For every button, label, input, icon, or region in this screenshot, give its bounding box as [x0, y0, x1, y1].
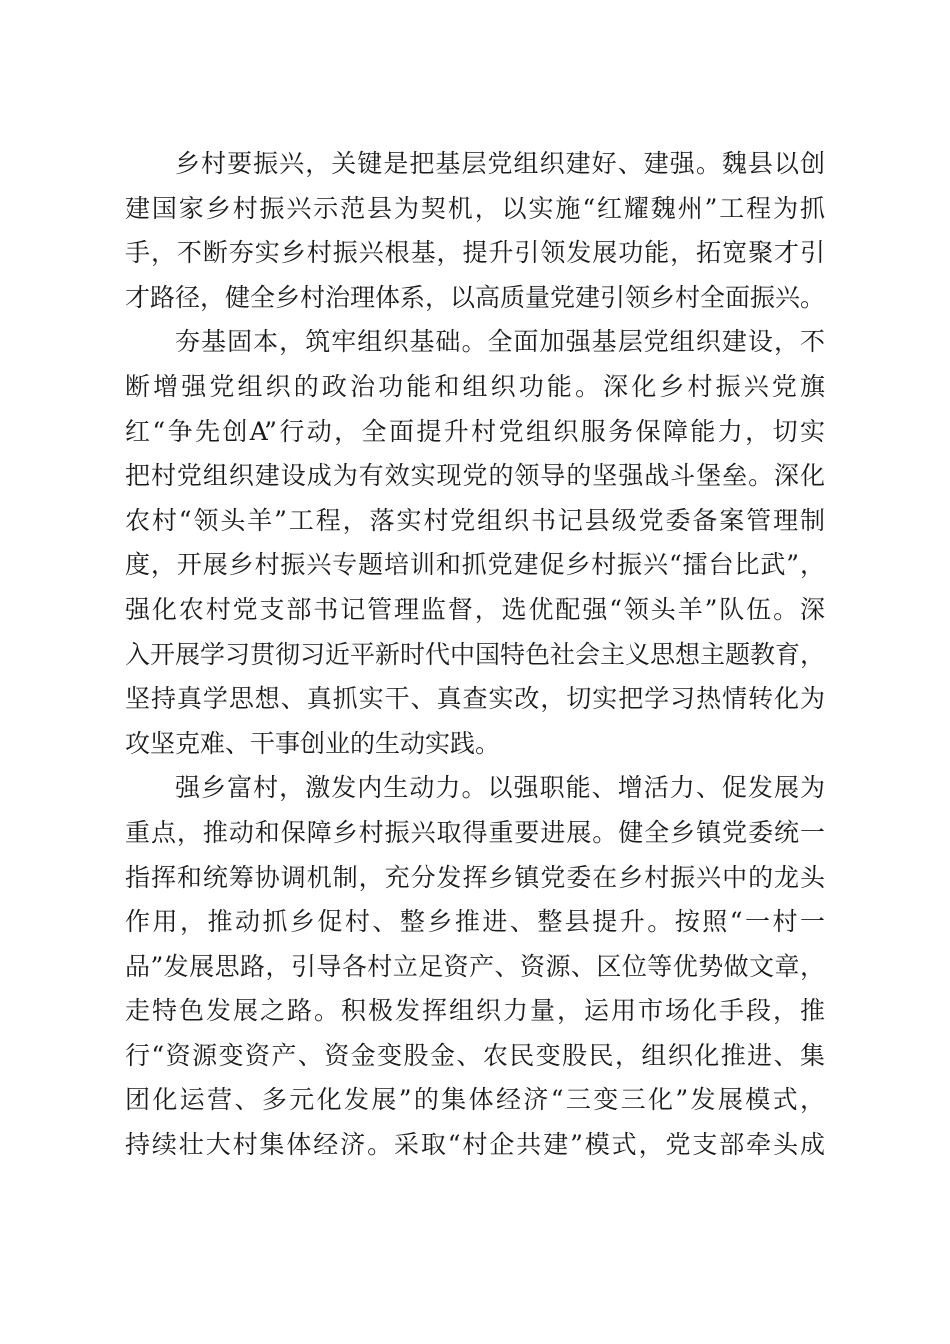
- text-line: 品”发展思路，引导各村立足资产、资源、区位等优势做文章，: [125, 951, 825, 981]
- text-line: 作用，推动抓乡促村、整乡推进、整县提升。按照“一村一: [125, 907, 825, 937]
- text-line: 持续壮大村集体经济。采取“村企共建”模式，党支部牵头成: [125, 1130, 825, 1160]
- text-line: 度，开展乡村振兴专题培训和抓党建促乡村振兴“擂台比武”，: [125, 550, 825, 580]
- text-line: 红“争先创A”行动，全面提升村党组织服务保障能力，切实: [125, 416, 825, 446]
- document-body: [125, 142, 825, 1168]
- paragraph: [125, 142, 825, 320]
- text-line: 团化运营、多元化发展”的集体经济“三变三化”发展模式，: [125, 1085, 825, 1115]
- text-line: 强乡富村，激发内生动力。以强职能、增活力、促发展为: [175, 773, 825, 803]
- text-line: 坚持真学思想、真抓实干、真查实改，切实把学习热情转化为: [125, 684, 825, 714]
- text-line: 入开展学习贯彻习近平新时代中国特色社会主义思想主题教育，: [125, 639, 826, 669]
- text-line: 走特色发展之路。积极发挥组织力量，运用市场化手段，推: [125, 996, 825, 1026]
- paragraph: [125, 766, 825, 1167]
- text-line: 农村“领头羊”工程，落实村党组织书记县级党委备案管理制: [125, 505, 825, 535]
- text-line: 重点，推动和保障乡村振兴取得重要进展。健全乡镇党委统一: [125, 817, 825, 847]
- text-line: 夯基固本，筑牢组织基础。全面加强基层党组织建设，不: [175, 327, 825, 357]
- text-line: 乡村要振兴，关键是把基层党组织建好、建强。魏县以创: [175, 149, 825, 178]
- text-line: 断增强党组织的政治功能和组织功能。深化乡村振兴党旗: [125, 371, 825, 401]
- text-line: 强化农村党支部书记管理监督，选优配强“领头羊”队伍。深: [125, 594, 825, 624]
- text-line: 才路径，健全乡村治理体系，以高质量党建引领乡村全面振兴。: [125, 282, 826, 312]
- text-line: 指挥和统筹协调机制，充分发挥乡镇党委在乡村振兴中的龙头: [125, 862, 825, 892]
- text-line: 把村党组织建设成为有效实现党的领导的坚强战斗堡垒。深化: [125, 461, 825, 491]
- text-line: 攻坚克难、干事创业的生动实践。: [125, 728, 501, 758]
- text-line: 手，不断夯实乡村振兴根基，提升引领发展功能，拓宽聚才引: [125, 238, 825, 268]
- text-line: 行“资源变资产、资金变股金、农民变股民，组织化推进、集: [125, 1040, 825, 1070]
- text-line: 建国家乡村振兴示范县为契机，以实施“红耀魏州”工程为抓: [125, 193, 825, 223]
- paragraph: [125, 320, 825, 766]
